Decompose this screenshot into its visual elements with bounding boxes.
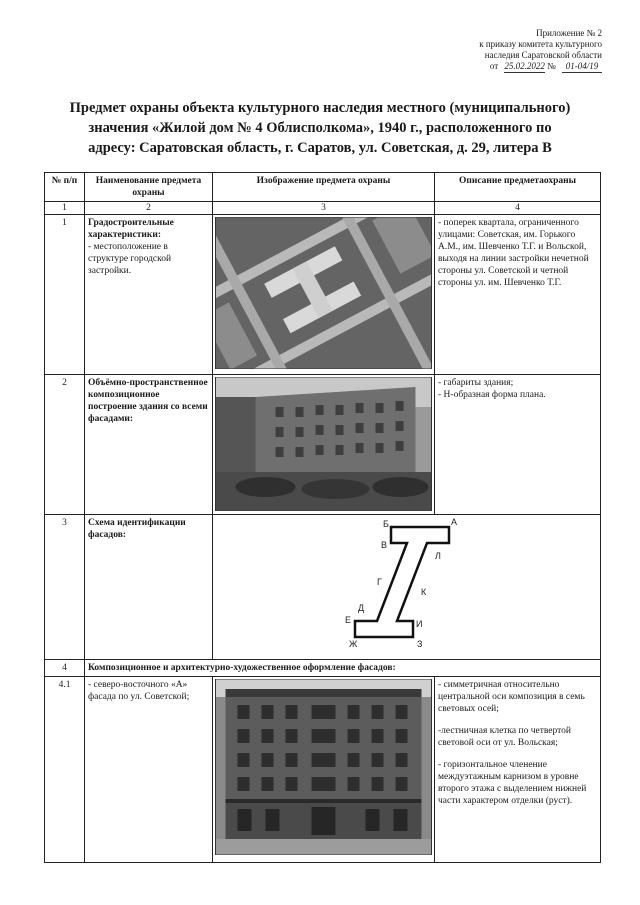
row-desc: [435, 677, 601, 863]
row-desc-line: - симметричная относительно центральной оси композиция в семь световых осей;: [438, 680, 585, 714]
facade-label: Д: [358, 603, 365, 613]
row-name: [85, 515, 213, 660]
row-desc-line: - габариты здания;: [438, 378, 514, 388]
facade-label: З: [417, 639, 423, 649]
facade-scheme-cell: [213, 515, 601, 660]
appendix-from-label: от: [489, 61, 499, 71]
document-title: [40, 98, 600, 158]
aerial-photo: [215, 217, 432, 369]
row-number: 3: [45, 515, 85, 660]
facade-label: Л: [435, 551, 441, 561]
appendix-line-2: к приказу комитета культурного: [479, 39, 602, 49]
table-header-row: [45, 173, 601, 202]
appendix-number: 01-04/19: [562, 61, 602, 73]
facade-scheme-diagram: [213, 515, 601, 655]
column-number-row: [45, 202, 601, 215]
section-title: Композиционное и архитектурно-художественное оформление фасадов:: [85, 660, 601, 677]
header-name: Наименование предмета охраны: [85, 173, 213, 202]
header-image: Изображение предмета охраны: [213, 173, 435, 202]
row-number: 1: [45, 215, 85, 375]
row-desc-line: - горизонтальное членение междуэтажным карнизом в уровне второго этажа с выделением нижней части характером отделки (руст).: [438, 760, 587, 806]
facade-label: Е: [345, 615, 352, 625]
header-num: № п/п: [45, 173, 85, 202]
facade-label: Б: [383, 519, 389, 529]
facade-label: А: [451, 517, 458, 527]
header-desc: Описание предметаохраны: [435, 173, 601, 202]
row-name-bold: Объёмно-пространственное композиционное построение здания со всеми фасадами:: [88, 378, 208, 424]
col-number-3: 3: [213, 202, 435, 215]
row-image-cell: [213, 677, 435, 863]
row-name-text: - северо-восточного «А» фасада по ул. Советской;: [88, 680, 190, 702]
row-number: 4.1: [45, 677, 85, 863]
row-desc: [435, 215, 601, 375]
row-number: 4: [45, 660, 85, 677]
facade-label: Ж: [349, 639, 358, 649]
table-row: [45, 677, 601, 863]
col-number-1: 1: [45, 202, 85, 215]
title-line-1: Предмет охраны объекта культурного наследия местного (муниципального): [69, 100, 571, 116]
row-name-bold: Схема идентификации фасадов:: [88, 518, 186, 540]
building-photo: [215, 377, 432, 511]
facade-label: В: [381, 540, 388, 550]
facade-photo: [215, 679, 432, 855]
table-row: [45, 515, 601, 660]
table-row: [45, 660, 601, 677]
building-plan-shape: [355, 527, 449, 637]
appendix-date: 25.02.2022: [504, 61, 545, 71]
appendix-line-4: [362, 61, 602, 73]
row-name: [85, 215, 213, 375]
row-name-text: - местоположение в структуре городской застройки.: [88, 242, 172, 276]
col-number-4: 4: [435, 202, 601, 215]
appendix-line-1: Приложение № 2: [536, 28, 602, 38]
row-number: 2: [45, 375, 85, 515]
title-line-3: адресу: Саратовская область, г. Саратов, ул. Советская, д. 29, литера В: [88, 140, 552, 156]
row-name: [85, 677, 213, 863]
row-desc-line: - поперек квартала, ограниченного улицами: Советская, им. Горького А.М., им. Шевченко Т.Г. и Вольской, выходя на линии застройки нечетной стороны ул. Советской и четной стороны ул. им. Шевченко Т.Г.: [438, 218, 589, 288]
table-row: [45, 215, 601, 375]
facade-label: Г: [377, 577, 382, 587]
appendix-number-label: №: [547, 61, 556, 71]
row-desc-line: - Н-образная форма плана.: [438, 390, 546, 400]
protection-table: [44, 172, 601, 863]
row-name: [85, 375, 213, 515]
appendix-header: [362, 28, 602, 73]
row-image-cell: [213, 375, 435, 515]
table-row: [45, 375, 601, 515]
col-number-2: 2: [85, 202, 213, 215]
row-desc: [435, 375, 601, 515]
title-line-2: значения «Жилой дом № 4 Облисполкома», 1940 г., расположенного по: [88, 120, 552, 136]
row-desc-line: -лестничная клетка по четвертой световой оси от ул. Вольская;: [438, 726, 571, 748]
facade-label: К: [421, 587, 427, 597]
row-image-cell: [213, 215, 435, 375]
appendix-line-3: наследия Саратовской области: [484, 50, 602, 60]
row-name-bold: Градостроительные характеристики:: [88, 218, 174, 240]
facade-label: И: [416, 619, 423, 629]
